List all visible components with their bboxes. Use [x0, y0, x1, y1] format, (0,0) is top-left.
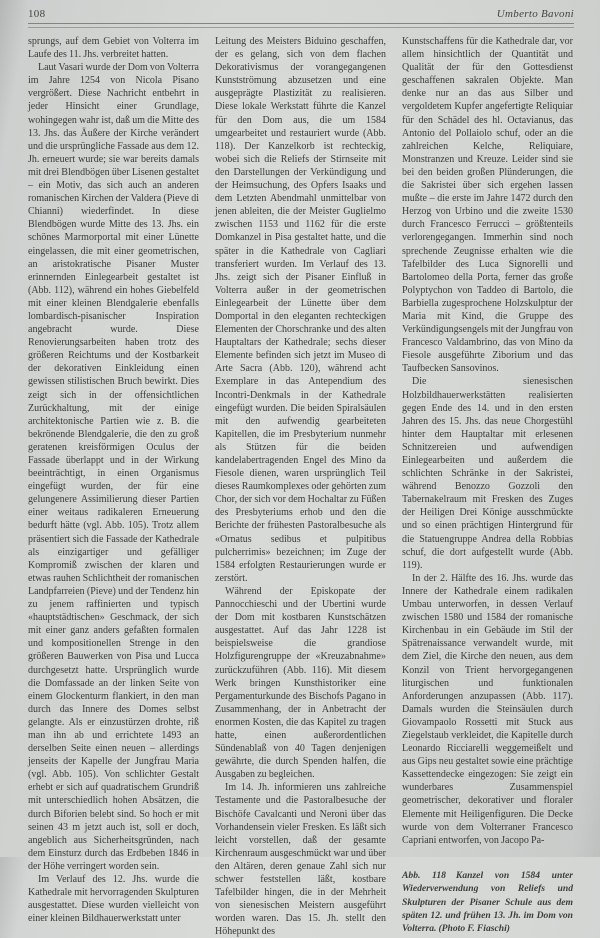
paragraph: Im 14. Jh. informieren uns zahlreiche Testamente und die Pastoralbesuche der Bischöfe Cavalcanti und Neroni über das Vorhandensein vieler Fresken. Es läßt sich leicht vorstellen, daß der gesamte Kirchenraum ausgeschmückt war und über den Altären, deren genaue Zahl sich nur schwer feststellen läßt, kostbare Tafelbilder hingen, die in der Mehrheit von sienesischen Meistern ausgeführt worden waren. Das 15. Jh. stellt den Höhepunkt des [215, 782, 386, 938]
figure-caption-text: Kanzel von 1584 unter Wiederverwendung von Reliefs und Skulpturen der Pisaner Schule aus dem späten 12. und frühen 13. Jh. im Dom von Volterra. (Photo F. Fiaschi) [402, 869, 573, 935]
page-number: 108 [28, 8, 46, 20]
figure-caption [402, 869, 573, 936]
text-columns [28, 35, 574, 938]
paragraph: In der 2. Hälfte des 16. Jhs. wurde das Innere der Kathedrale einem radikalen Umbau unterworfen, in dessen Verlauf zwischen 1580 und 1584 der romanische Kirchenbau in ein Gebäude im Stil der Spätrenaissance verwandelt wurde, mit dem Ziel, die Kirche den neuen, aus dem Konzil von Trient hervorgegangenen liturgischen und funktionalen Anforderungen anzupassen (Abb. 117). Damals wurden die Steinsäulen durch Giovampaolo Rossetti mit Stuck aus Ziegelstaub verkleidet, die Kapitelle durch Leonardo Ricciarelli weggemeißelt und aus Gips neu gestaltet sowie eine prächtige Kassettendecke eingezogen: Sie zeigt ein wunderbares Zusammenspiel geometrischer, dekorativer und floraler Elemente mit Heiligenfiguren. Die Decke wurde von dem Volterraner Francesco Capriani entworfen, von Jacopo Pa- [402, 572, 573, 846]
paragraph: Leitung des Meisters Biduino geschaffen, der es gelang, sich von dem flachen Dekorativismus der vorangegangenen Kunstströmung abzusetzen und eine ausgeprägte Plastizität zu realisieren. Diese lokale Werkstatt führte die Kanzel für den Dom aus, die um 1584 umgearbeitet und restauriert wurde (Abb. 118). Der Kanzelkorb ist rechteckig, wobei sich die Reliefs der Stirnseite mit den Darstellungen der Verkündigung und der Heimsuchung, des Opfers Isaaks und dem Letzten Abendmahl unmittelbar von jenen ableiten, die der Meister Guglielmo zwischen 1153 und 1162 für die erste Domkanzel in Pisa gestaltet hatte, und die später in die Kathedrale von Cagliari transferiert wurden. Im Verlauf des 13. Jhs. zeigt sich der Pisaner Einfluß in Volterra außer in der geometrischen Einlegearbeit der Lünette über dem Domportal in den eleganten rechteckigen Elementen der Chorschranke und des alten Hauptaltars der Kathedrale; sechs dieser Elemente befinden sich jetzt im Museo di Arte Sacra (Abb. 120), während acht Exemplare in das Antependium des Incontri-Denkmals in der Kathedrale eingefügt wurden. Die beiden Spiralsäulen mit den aufwendig gearbeiteten Kapitellen, die im Presbyterium nunmehr als Stützen für die beiden kandelabertragenden Engel des Mino da Fiesole dienen, waren ursprünglich Teil dieses Raumkomplexes oder gehörten zum Chor, der sich vor dem Hochaltar zu Füßen des Presbyteriums erhob und den die Berichte der frühesten Pastoralbesuche als «Ornatus sedibus et pulpitibus pulcherrimis» bezeichnen; im Zuge der 1584 erfolgten Restaurierungen wurde er zerstört. [215, 36, 386, 584]
running-head: Umberto Bavoni [496, 8, 574, 20]
header-rule [28, 23, 574, 28]
text-column-1 [28, 35, 199, 938]
paragraph: Die sienesischen Holzbildhauerwerkstätten realisierten gegen Ende des 14. und in den ersten Jahren des 15. Jhs. das neue Chorgestühl hinter dem Hauptaltar mit erlesenen Schnitzereien und aufwendigen Einlegearbeiten und außerdem die schlichten Schränke in der Sakristei, während Benozzo Gozzoli den Tabernakelraum mit Fresken des Zuges der Heiligen Drei Könige ausschmückte und so einen prächtigen Hintergrund für die Statuengruppe Andrea della Robbias schuf, die dort aufgestellt wurde (Abb. 119). [402, 376, 573, 571]
text-column-2 [215, 35, 386, 938]
paragraph: Laut Vasari wurde der Dom von Volterra im Jahre 1254 von Nicola Pisano vergrößert. Diese Nachricht entbehrt in jeder Hinsicht einer Grundlage, wohingegen wahr ist, daß um die Mitte des 13. Jhs. das Äußere der Kirche verändert und die ursprüngliche Fassade aus dem 12. Jh. erneuert wurde; sie war bereits damals mit drei Blendbögen über Lisenen gestaltet – ein Motiv, das sich auch an anderen romanischen Kirchen der Valdera (Pieve di Chianni) wiederfindet. In diese Blendbögen wurde Mitte des 13. Jhs. ein schönes Marmorportal mit einer Lünette eingelassen, die mit einer geometrischen, an aristokratische Pisaner Muster erinnernden Einlegearbeit gestaltet ist (Abb. 112), während ein hohes Giebelfeld mit einer kleinen Blendgalerie ebenfalls lombardisch-pisanischer Inspiration angebracht wurde. Diese Renovierungsarbeiten haben trotz des größeren Reichtums und der Kostbarkeit der dekorativen Einkleidung einen gewissen stilistischen Bruch bewirkt. Dies zeigt sich in der offensichtlichen Zurückhaltung, mit der einige architektonische Partien wie z. B. die bekrönende Blendgalerie, die den zu groß geratenen kreisförmigen Oculus der Fassade überlappt und in der Wirkung beeinträchtigt, in einen Organismus eingefügt wurden, der für eine gelungenere Assimilierung dieser Partien einer weitaus radikaleren Erneuerung bedurft hätte (vgl. Abb. 105). Trotz allem präsentiert sich die Fassade der Kathedrale als einzigartiger und gefälliger Kompromiß zwischen der klaren und etwas rauhen Schlichtheit der romanischen Landpfarreien (Pieve) und der Tendenz hin zu jenem raffinierten und typisch «hauptstädtischen» Geschmack, der sich mit einer ganz anders gefaßten formalen und kompositionellen Strenge in den größeren Bauwerken von Pisa und Lucca durchgesetzt hatte. Ursprünglich wurde die Domfassade an der linken Seite von einem Glockenturm flankiert, in den man durch das Innere des Domes selbst gelangte. Als er einzustürzen drohte, riß man ihn ab und errichtete 1493 an derselben Seite einen neuen – allerdings jenseits der Kapelle der Jungfrau Maria (vgl. Abb. 105). Von schlichter Gestalt erhebt er sich auf quadratischem Grundriß mit unterschiedlich hohen Absätzen, die durch Biforien belebt sind. So hoch er mit seinen 43 m jetzt auch ist, soll er doch, angeblich aus Sicherheitsgründen, nach dem Einsturz durch das Erdbeben 1846 in der Höhe verringert worden sein. [28, 62, 199, 872]
figure-caption-label: Abb. 118 [402, 869, 446, 881]
text-column-3 [402, 35, 573, 938]
page-header [28, 8, 574, 20]
paragraph: Im Verlauf des 12. Jhs. wurde die Kathedrale mit hervorragenden Skulpturen ausgestattet. Diese wurden vielleicht von einer kleinen Bildhauerwerkstatt unter [28, 874, 199, 925]
paragraph: Während der Episkopate der Pannocchieschi und der Ubertini wurde der Dom mit kostbaren Kunstschätzen ausgestattet. Auf das Jahr 1228 ist beispielsweise die grandiose Holzfigurengruppe der «Kreuzabnahme» zurückzuführen (Abb. 116). Mit diesem Werk bringen Kunsthistoriker eine Pergamenturkunde des Bischofs Pagano in Zusammenhang, der in Anbetracht der enormen Kosten, die das Kapitel zu tragen hatte, einen außerordentlichen Sündenablaß von 40 Tagen denjenigen gewährte, die durch Spenden halfen, die Ausgaben zu begleichen. [215, 585, 386, 781]
paragraph: Kunstschaffens für die Kathedrale dar, vor allem hinsichtlich der Quantität und Qualität der für den Gottesdienst geschaffenen sakralen Objekte. Man denke nur an das aus Silber und vergoldetem Kupfer angefertigte Reliquiar für den Schädel des hl. Octavianus, das Antonio del Pollaiolo schuf, oder an die zahlreichen Kelche, Reliquiare, Monstranzen und Kreuze. Leider sind sie bei den beiden großen Plünderungen, die die Sakristei über sich ergehen lassen mußte – die erste im Jahre 1472 durch den Herzog von Urbino und die zweite 1530 durch Francesco Ferrucci – größtenteils verlorengegangen. Immerhin sind noch sprechende Zeugnisse erhalten wie die Tafelbilder des Luca Signorelli und Bartolomeo della Porta, ferner das große Polyptychon von Taddeo di Bartolo, die Barbiella zugesprochene Holzskulptur der Maria mit Kind, die Gruppe des Verkündigungsengels mit der Jungfrau von Francesco Valdambrino, das von Mino da Fiesole ausgeführte Ziborium und das Taufbecken Sansovinos. [402, 36, 573, 375]
paragraph: sprungs, auf dem Gebiet von Volterra im Laufe des 11. Jhs. verbreitet hatten. [28, 36, 199, 61]
